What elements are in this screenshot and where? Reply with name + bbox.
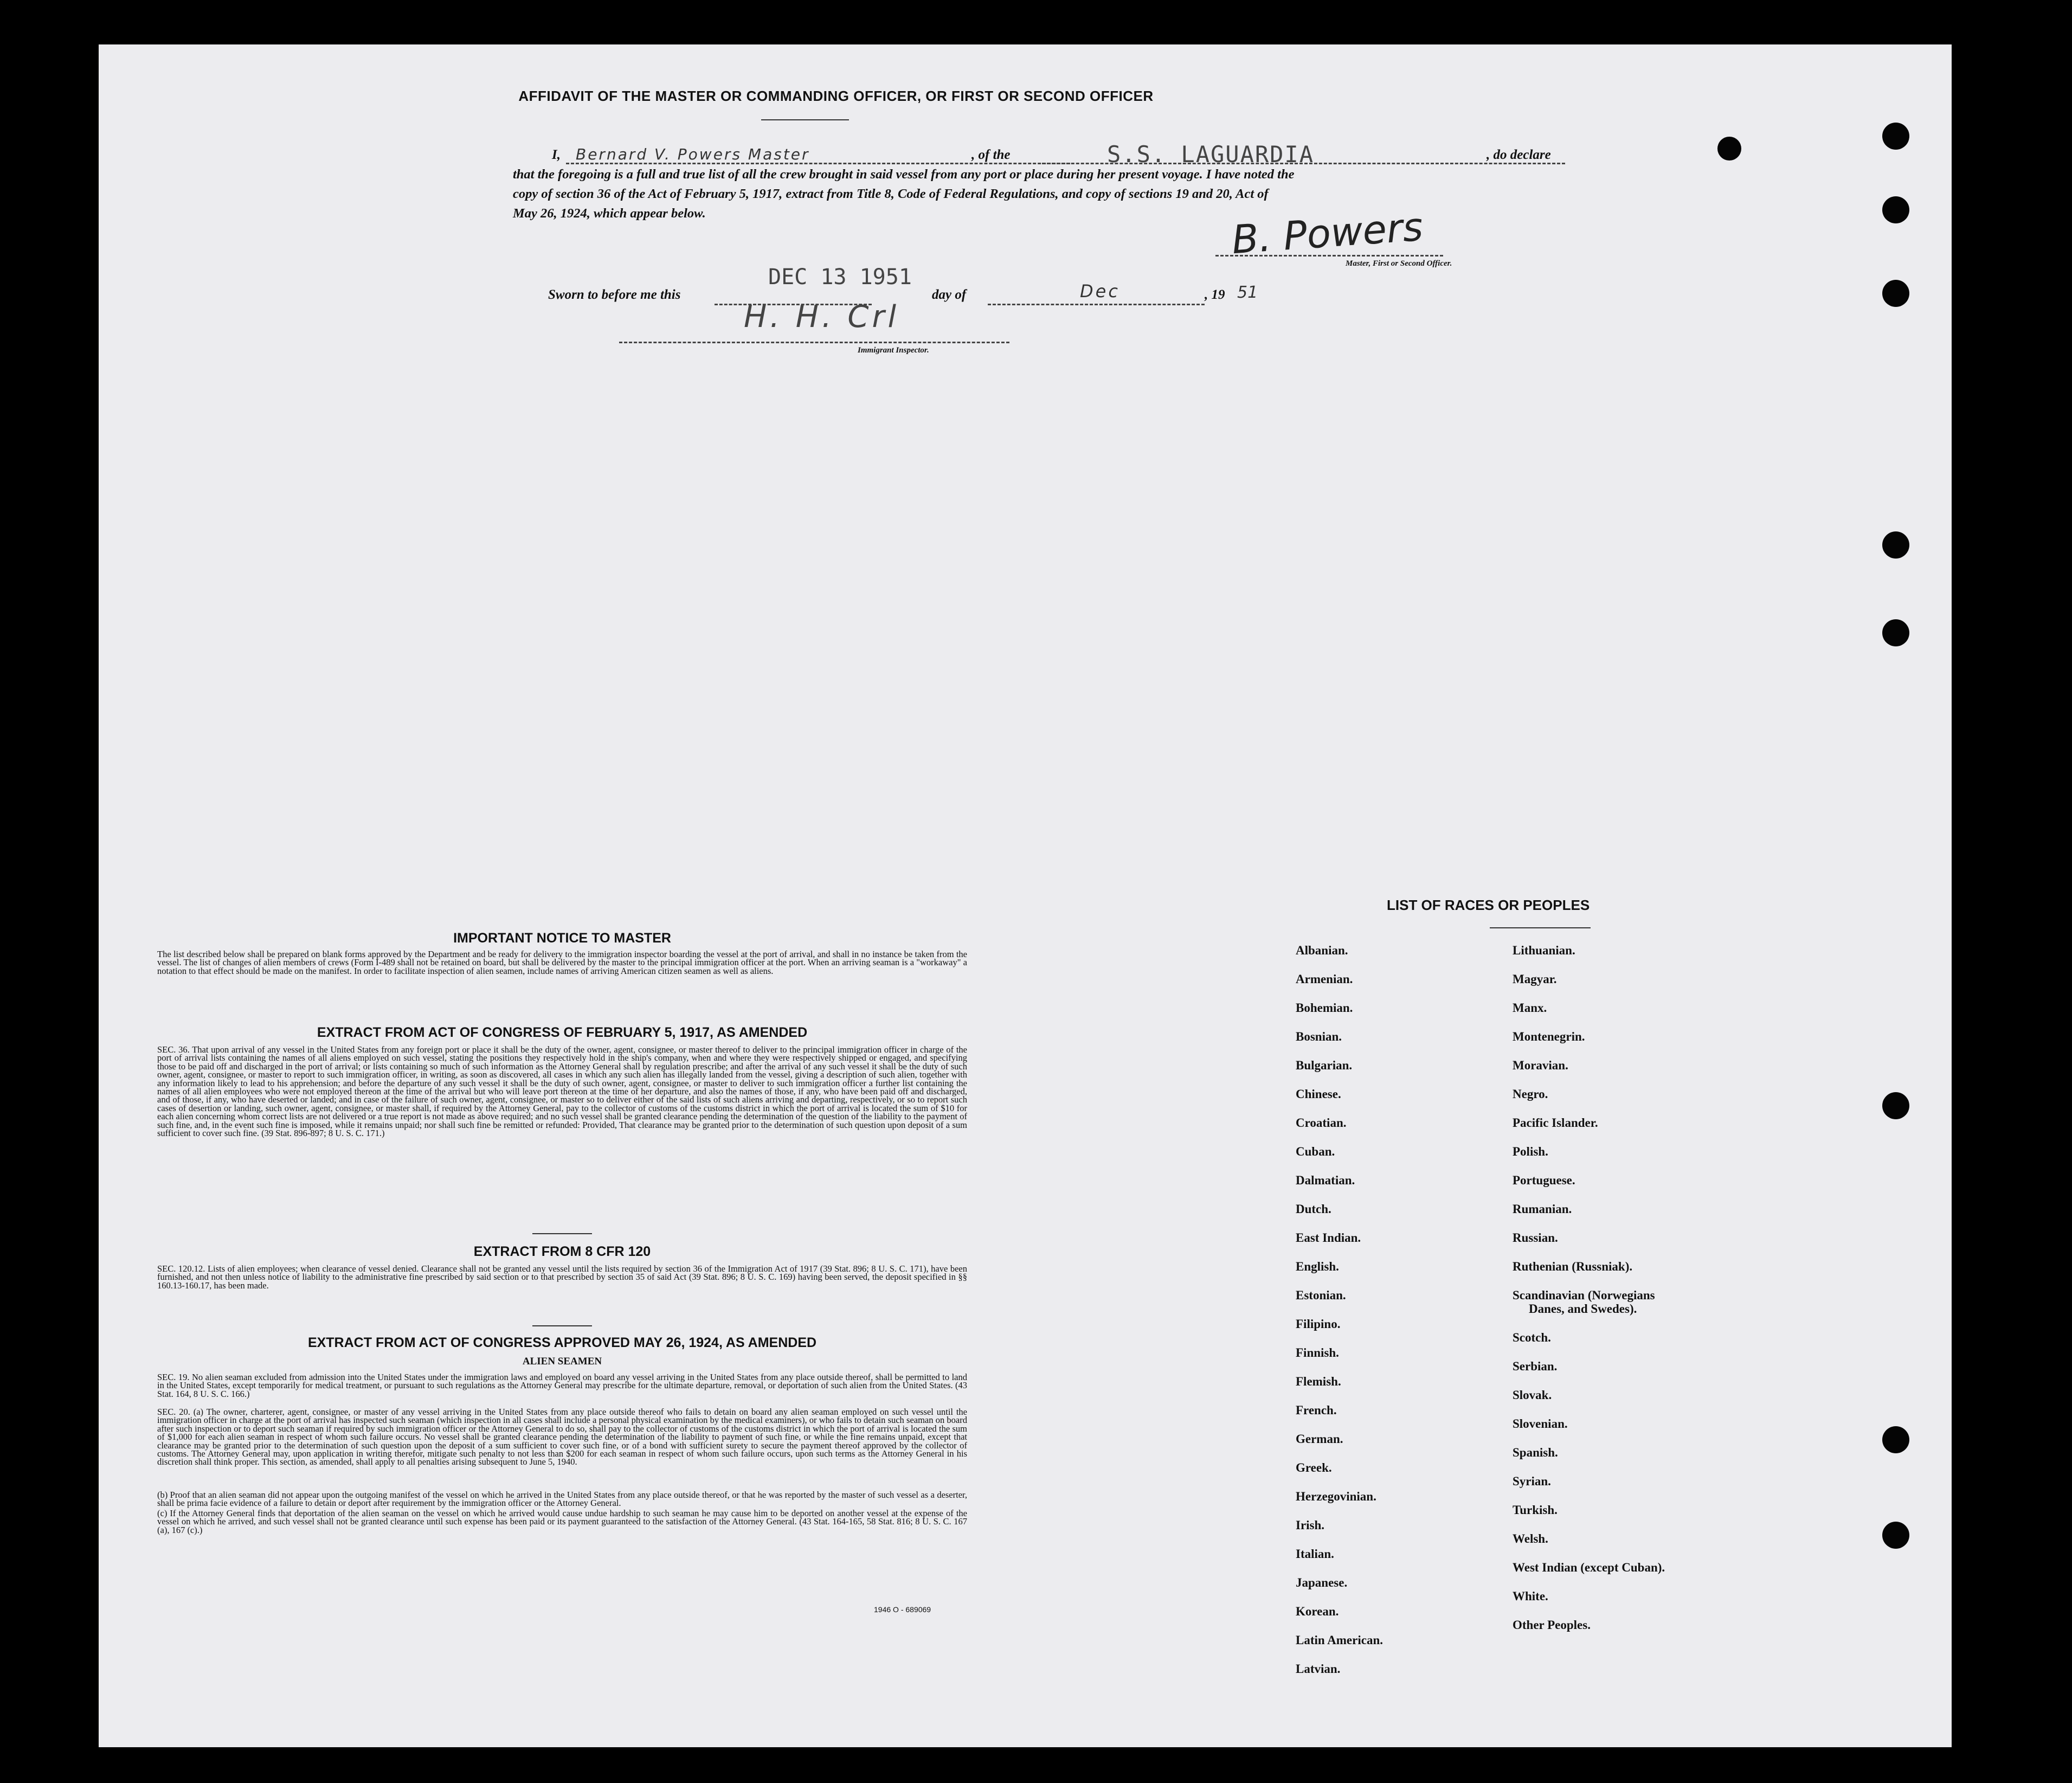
races-heading: LIST OF RACES OR PEOPLES [1387, 897, 1590, 913]
year-prefix: , 19 [1205, 287, 1225, 302]
month-handwritten: Dec [1080, 281, 1120, 302]
date-stamp: DEC 13 1951 [768, 265, 912, 290]
sworn-label: Sworn to before me this [548, 287, 681, 302]
race-item: Greek. [1296, 1461, 1332, 1474]
race-item: Scotch. [1513, 1331, 1551, 1344]
race-item: Dutch. [1296, 1202, 1331, 1216]
race-item: Turkish. [1513, 1503, 1558, 1517]
sec-20c-paragraph: (c) If the Attorney General finds that deportation of the alien seaman on the vessel on which he arrived would cause undue hardship to such seaman he may cause him to be deported on another vessel at the expense of the vessel on which he arrived, and such vessel shall not be granted clearance until such expense has been paid or its payment guaranteed to the satisfaction of the Attorney General. (43 Stat. 164-165, 58 Stat. 816; 8 U. S. C. 167 (a), 167 (c).) [157, 1508, 967, 1535]
race-item: French. [1296, 1403, 1337, 1417]
race-item: Japanese. [1296, 1576, 1348, 1589]
race-item: Other Peoples. [1513, 1618, 1591, 1632]
race-item: Estonian. [1296, 1288, 1346, 1302]
declaration-line-3: May 26, 1924, which appear below. [513, 206, 706, 221]
signature-caption: Master, First or Second Officer. [1346, 259, 1452, 268]
race-item: Serbian. [1513, 1359, 1558, 1373]
race-item: Dalmatian. [1296, 1173, 1355, 1187]
master-name-handwritten: Bernard V. Powers Master [576, 145, 810, 163]
race-item: Montenegrin. [1513, 1030, 1585, 1043]
race-item: Moravian. [1513, 1059, 1568, 1072]
rule-1 [532, 1233, 592, 1234]
race-item: Finnish. [1296, 1346, 1339, 1359]
race-item: Bulgarian. [1296, 1059, 1353, 1072]
inspector-caption: Immigrant Inspector. [858, 346, 929, 355]
punch-hole [1882, 619, 1909, 646]
race-item: Scandinavian (Norwegians [1513, 1288, 1655, 1302]
race-item: Chinese. [1296, 1087, 1341, 1101]
sec-19-paragraph: SEC. 19. No alien seaman excluded from admission into the United States under the immigration laws and employed on board any vessel arriving in the United States from any place outside thereof, shall be permitted to land in the United States, except temporarily for medical treatment, or pursuant to such regulations as the Attorney General may prescribe for the ultimate departure, removal, or deportation of such alien from the United States. (43 Stat. 164, 8 U. S. C. 166.) [157, 1372, 967, 1399]
extract-1917-heading: EXTRACT FROM ACT OF CONGRESS OF FEBRUARY 5, 1917, AS AMENDED [317, 1025, 808, 1040]
declaration-line-1: that the foregoing is a full and true list of all the crew brought in said vessel from any port or place during her present voyage. I have noted the [513, 167, 1295, 182]
race-item: Irish. [1296, 1518, 1325, 1532]
race-item: Slovenian. [1513, 1417, 1568, 1431]
race-item: Portuguese. [1513, 1173, 1575, 1187]
race-item: Lithuanian. [1513, 944, 1575, 957]
rule-2 [532, 1325, 592, 1326]
race-item: Latvian. [1296, 1662, 1341, 1676]
race-item: Polish. [1513, 1145, 1548, 1158]
punch-hole [1882, 1092, 1909, 1119]
punch-hole [1882, 531, 1909, 559]
of-the-label: , of the [971, 147, 1011, 162]
punch-hole [1882, 196, 1909, 223]
race-item: English. [1296, 1260, 1339, 1273]
month-line [988, 304, 1205, 305]
punch-hole [1882, 280, 1909, 307]
declaration-line-2: copy of section 36 of the Act of February 5, 1917, extract from Title 8, Code of Federal Regulations, and copy of sections 19 and 20, Act of [513, 187, 1269, 201]
extract-1924-heading: EXTRACT FROM ACT OF CONGRESS APPROVED MAY 26, 1924, AS AMENDED [307, 1335, 817, 1350]
notice-heading: IMPORTANT NOTICE TO MASTER [453, 931, 671, 946]
master-signature: B. Powers [1230, 203, 1425, 263]
affidavit-title: AFFIDAVIT OF THE MASTER OR COMMANDING OFFICER, OR FIRST OR SECOND OFFICER [518, 88, 1154, 104]
i-label: I, [552, 147, 561, 162]
race-item: Ruthenian (Russniak). [1513, 1260, 1633, 1273]
extract-cfr-paragraph: SEC. 120.12. Lists of alien employees; when clearance of vessel denied. Clearance shall not be granted any vessel until the lists required by section 36 of the Immigration Act of 1917 (39 Stat. 896; 8 U. S. C. 171), have been furnished, and not then unless notice of liability to the administrative fine prescribed by said section or to that prescribed by section 35 of said Act (39 Stat. 896; 8 U. S. C. 169) having been served, the deposit specified in §§ 160.13-160.17, has been made. [157, 1264, 967, 1291]
sec-20b-paragraph: (b) Proof that an alien seaman did not appear upon the outgoing manifest of the vessel on which he arrived in the United States from any place outside thereof, or that he was reported by the master of such vessel as a deserter, shall be prima facie evidence of a failure to detain or deport after requirement by the immigration officer or the Attorney General. [157, 1490, 967, 1509]
race-item: Flemish. [1296, 1375, 1341, 1388]
year-handwritten: 51 [1237, 283, 1258, 302]
race-item: Bosnian. [1296, 1030, 1342, 1043]
punch-hole [1882, 1522, 1909, 1549]
race-item: Rumanian. [1513, 1202, 1572, 1216]
race-item: Cuban. [1296, 1145, 1335, 1158]
race-item: Croatian. [1296, 1116, 1347, 1130]
extract-1917-paragraph: SEC. 36. That upon arrival of any vessel in the United States from any foreign port or place it shall be the duty of the owner, agent, consignee, or master thereof to deliver to the principal immigration officer in charge of the port of arrival lists containing the names of all aliens employed on such vessel, stating the positions they respectively hold in the ship's company, when and where they were respectively shipped or engaged, and specifying those to be paid off and discharged in the port of arrival; or lists containing so much of such information as the Attorney General shall by regulation prescribe; and after the arrival of any such vessel it shall be the duty of such owner, agent, consignee, or master to report to such immigration officer, in writing, as soon as discovered, all cases in which any such alien has illegally landed from the vessel, giving a description of such alien, together with any information likely to lead to his apprehension; and before the departure of any such vessel it shall be the duty of such owner, agent, consignee, or master to deliver to such immigration officer a further list containing the names of all alien employees who were not employed thereon at the time of the arrival but who will leave port thereon at the time of her departure, and also the names of those, if any, who have been paid off and discharged, and of those, if any, who have deserted or landed; and in case of the failure of such owner, agent, consignee, or master so to deliver either of the said lists of such aliens arriving and departing, respectively, or so to report such cases of desertion or landing, such owner, agent, consignee, or master shall, if required by the Attorney General, pay to the collector of customs of the customs district in which the port of arrival is located the sum of $10 for each alien concerning whom correct lists are not delivered or a true report is not made as above required; and no such vessel shall be granted clearance pending the determination of the question of the liability to the payment of such fine, and, in the event such fine is imposed, while it remains unpaid; nor shall such fine be remitted or refunded: Provided, That clearance may be granted prior to the determination of such question upon deposit of a sum sufficient to cover such fine. (39 Stat. 896-897; 8 U. S. C. 171.) [157, 1044, 967, 1139]
race-item: Welsh. [1513, 1532, 1548, 1545]
inspector-line [619, 342, 1009, 343]
extract-1924-subheading: ALIEN SEAMEN [522, 1356, 602, 1367]
race-item: Slovak. [1513, 1388, 1552, 1402]
title-rule [761, 119, 849, 120]
race-item: German. [1296, 1432, 1343, 1446]
races-left-column [1296, 936, 1502, 1683]
punch-hole [1882, 1426, 1909, 1453]
race-item: Russian. [1513, 1231, 1558, 1245]
race-item: Pacific Islander. [1513, 1116, 1598, 1130]
print-code: 1946 O - 689069 [874, 1605, 931, 1614]
race-item: Danes, and Swedes). [1529, 1302, 1637, 1316]
inspector-signature: H. H. Crl [744, 299, 900, 335]
punch-hole [1882, 123, 1909, 150]
document-page [99, 44, 1952, 1747]
race-item: Italian. [1296, 1547, 1334, 1561]
race-item: Herzegovinian. [1296, 1490, 1376, 1503]
race-item: Syrian. [1513, 1474, 1551, 1488]
race-item: East Indian. [1296, 1231, 1361, 1245]
race-item: White. [1513, 1589, 1548, 1603]
notice-paragraph: The list described below shall be prepared on blank forms approved by the Department and be ready for delivery to the immigration inspector boarding the vessel at the port of arrival, and shall in no instance be taken from the vessel. The list of changes of alien members of crews (Form I-489 shall not be retained on board, but shall be delivered by the master to the principal immigration officer at the port. When an arriving seaman is a "workaway" a notation to that effect should be made on the manifest. In order to facilitate inspection of alien seamen, include names of arriving American citizen seamen as well as aliens. [157, 949, 967, 976]
race-item: Albanian. [1296, 944, 1348, 957]
day-of-label: day of [932, 287, 967, 302]
do-declare-label: , do declare [1487, 147, 1551, 162]
punch-hole [1717, 137, 1741, 161]
sec-20a-paragraph: SEC. 20. (a) The owner, charterer, agent, consignee, or master of any vessel arriving in the United States from any place outside thereof who fails to detain on board any alien seaman employed on such vessel until the immigration officer in charge at the port of arrival has inspected such seaman (which inspection in all cases shall include a personal physical examination by the medical examiners), or who fails to detain such seaman on board after such inspection or to deport such seaman if required by such immigration officer or the Attorney General to do so, shall pay to the collector of customs of the customs district in which the port of arrival is located the sum of $1,000 for each alien seaman in respect of whom such failure occurs. No vessel shall be granted clearance pending the determination of the liability to payment of such fine, or while the fine remains unpaid, except that clearance may be granted prior to the determination of such question upon the deposit of a sum sufficient to cover such fine, or of a bond with sufficient surety to secure the payment thereof approved by the collector of customs. The Attorney General may, upon application in writing therefor, mitigate such penalty to not less than $200 for each seaman in respect of whom such failure occurs, upon such terms as the Attorney General in his discretion shall think proper. This section, as amended, shall apply to all penalties arising subsequent to June 5, 1940. [157, 1407, 967, 1467]
race-item: Magyar. [1513, 972, 1557, 986]
race-item: Spanish. [1513, 1446, 1558, 1459]
race-item: Filipino. [1296, 1317, 1341, 1331]
races-right-column [1513, 936, 1816, 1639]
vessel-name: S.S. LAGUARDIA [1107, 141, 1315, 168]
races-rule [1490, 927, 1591, 928]
race-item: Armenian. [1296, 972, 1353, 986]
race-item: Negro. [1513, 1087, 1548, 1101]
race-item: Bohemian. [1296, 1001, 1353, 1015]
race-item: Korean. [1296, 1605, 1339, 1618]
signature-line [1215, 255, 1443, 256]
race-item: West Indian (except Cuban). [1513, 1561, 1665, 1574]
extract-cfr-heading: EXTRACT FROM 8 CFR 120 [473, 1244, 651, 1259]
race-item: Manx. [1513, 1001, 1547, 1015]
race-item: Latin American. [1296, 1633, 1383, 1647]
